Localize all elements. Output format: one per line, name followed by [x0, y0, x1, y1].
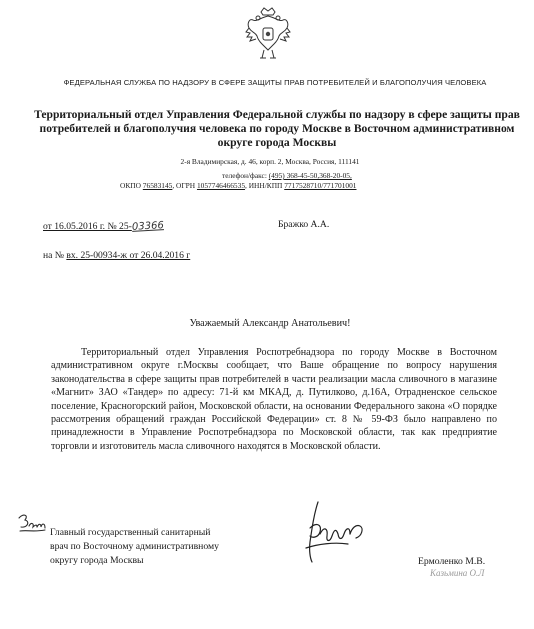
handwritten-signature — [300, 498, 370, 566]
letter-body-text: Территориальный отдел Управления Роспотребнадзора по городу Москве в Восточном административном округе г.Москвы сообщает, что Ваше обращение по вопросу нарушения законодательства в сфере защиты прав потребителей в части реализации масла сливочного в магазине «Магнит» ЗАО «Тандер» по адресу: 71-й км МКАД, д. Путилково, д.16А, Отрадненское сельское поселение, Красногорский район, Московской области, на основании Федерального закона «О порядке рассмотрения обращений граждан Российской Федерации» ст. 8 № 59-ФЗ было направлено по принадлежности в Управление Роспотребнадзора по Московской области, так как предприятие торговли и изготовитель масла сливочного находятся в Московской области. — [51, 347, 497, 452]
handwritten-zam-mark — [15, 510, 49, 540]
signatory-title: Главный государственный санитарный врач по Восточному административному округу города Москвы — [50, 527, 219, 566]
signatory-name: Ермоленко М.В. — [418, 556, 486, 567]
recipient-name: Бражко А.А. — [278, 219, 330, 230]
registration-codes: ОКПО 76583145, ОГРН 1057746466535, ИНН/КПП 7717528710/771701001 — [120, 181, 357, 190]
phone-number: (495) 368-45-50,368-20-05, — [268, 171, 352, 180]
outgoing-reference: от 16.05.2016 г. № 25-03366 — [43, 220, 164, 233]
executor-name: Казьмина О.Л — [430, 568, 485, 578]
department-title: Территориальный отдел Управления Федеральной службы по надзору в сфере защиты прав потребителей и благополучия человека по городу Москве в Восточном административном округе города Москвы — [34, 108, 520, 149]
okpo-value: 76583145 — [142, 181, 173, 190]
phone-line: телефон/факс: (495) 368-45-50,368-20-05, — [222, 171, 352, 180]
coat-of-arms-emblem — [244, 6, 292, 64]
address: 2-я Владимирская, д. 46, корп. 2, Москва, Россия, 111141 — [180, 157, 360, 166]
letter-body — [51, 346, 497, 453]
agency-name: ФЕДЕРАЛЬНАЯ СЛУЖБА ПО НАДЗОРУ В СФЕРЕ ЗАЩИТЫ ПРАВ ПОТРЕБИТЕЛЕЙ И БЛАГОПОЛУЧИЯ ЧЕЛОВЕКА — [63, 78, 487, 87]
incoming-reference: на № вх. 25-00934-ж от 26.04.2016 г — [43, 250, 191, 261]
ogrn-value: 1057746466535 — [196, 181, 246, 190]
handwritten-number: 03366 — [131, 220, 164, 233]
inn-value: 7717528710/771701001 — [284, 181, 357, 190]
salutation: Уважаемый Александр Анатольевич! — [189, 318, 351, 329]
